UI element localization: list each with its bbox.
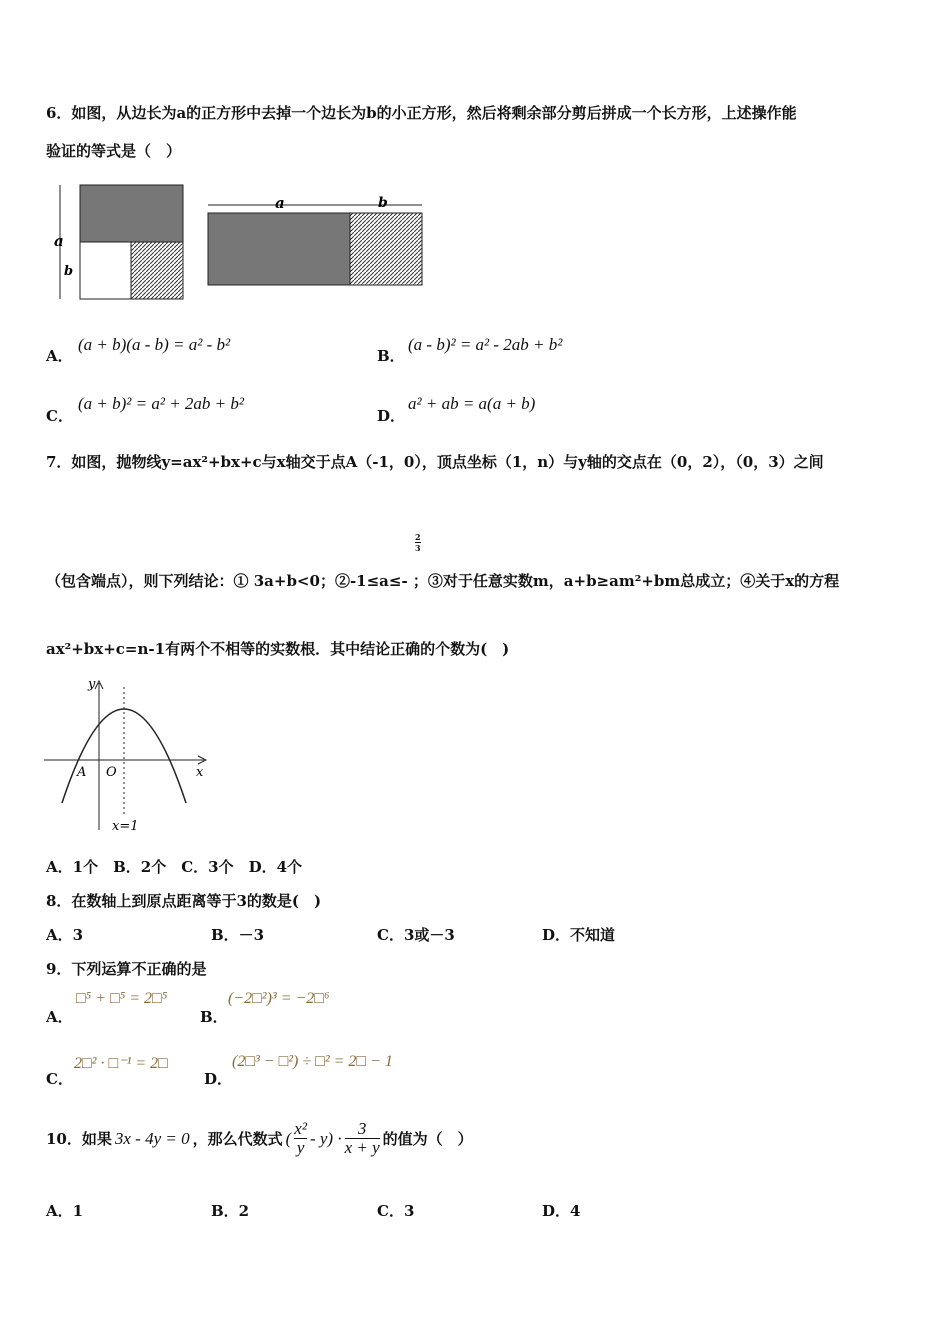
q6-stem-line2: 验证的等式是（ ）: [46, 142, 182, 160]
point-a-label: A: [77, 765, 87, 780]
q8-option-c: C．3或－3: [377, 926, 455, 944]
q6-stem-line1: 6．如图，从边长为a的正方形中去掉一个边长为b的小正方形，然后将剩余部分剪后拼成一个长方形，上述操作能: [46, 104, 797, 122]
q6-option-a: (a + b)(a - b) = a² - b²: [78, 335, 231, 354]
q10-prefix: 10．如果: [46, 1130, 112, 1148]
x-axis-label: x: [196, 765, 204, 780]
svg-text:b: b: [378, 195, 388, 211]
q6-option-c-label: C．: [46, 407, 73, 425]
q8-option-b: B．－3: [211, 926, 265, 944]
q8-option-a: A．3: [46, 926, 84, 944]
q6-option-c: (a + b)² = a² + 2ab + b²: [78, 394, 244, 413]
q9-option-b: (−2□²)³ = −2□⁶: [228, 990, 330, 1007]
q10-mid: ，那么代数式: [192, 1130, 283, 1148]
q9-option-c: 2□² · □⁻¹ = 2□: [74, 1055, 168, 1072]
q10-condition: 3x - 4y = 0: [114, 1128, 190, 1148]
q6-option-d: a² + ab = a(a + b): [408, 394, 536, 413]
q10-stem: [46, 1120, 473, 1157]
q10-expr-mid: - y) ·: [309, 1128, 342, 1148]
q10-fraction-2: $\frac{3}{x + y}$: [344, 1119, 380, 1157]
q6-option-a-label: A．: [46, 347, 73, 365]
q7-fraction: 2 3: [415, 532, 421, 553]
q9-option-d-label: D．: [204, 1070, 233, 1088]
q7-stem-line3: ax²+bx+c=n-1有两个不相等的实数根．其中结论正确的个数为( ): [46, 640, 510, 658]
q6-option-b-label: B．: [377, 347, 405, 365]
origin-label: O: [106, 765, 117, 780]
svg-text:a: a: [54, 232, 64, 250]
q8-stem: 8．在数轴上到原点距离等于3的数是( ): [46, 892, 322, 910]
q9-option-c-label: C．: [46, 1070, 73, 1088]
q7-options: A．1个 B．2个 C．3个 D．4个: [46, 858, 303, 876]
y-axis-label: y: [88, 677, 96, 692]
svg-text:a: a: [275, 194, 285, 212]
q10-option-c: C．3: [377, 1202, 415, 1220]
q10-suffix: 的值为（ ）: [382, 1130, 473, 1148]
q9-option-a-label: A．: [46, 1008, 73, 1026]
svg-text:b: b: [64, 264, 74, 279]
q10-paren: (: [285, 1128, 292, 1148]
q7-stem-line2: （包含端点），则下列结论：① 3a+b<0；②-1≤a≤- ；③对于任意实数m，a+b≥am²+bm总成立；④关于x的方程: [46, 572, 840, 590]
q9-option-b-label: B．: [200, 1008, 228, 1026]
q7-stem-line1: 7．如图，抛物线y=ax²+bx+c与x轴交于点A（-1，0），顶点坐标（1，n）与y轴的交点在（0，2），（0，3）之间: [46, 453, 824, 471]
q10-option-a: A．1: [46, 1202, 84, 1220]
q10-fraction-1: $\frac{\text{x²}}{y}$: [294, 1119, 307, 1157]
q9-option-a: □⁵ + □⁵ = 2□⁵: [76, 990, 168, 1007]
q7-parabola-figure: [44, 675, 209, 835]
q8-option-d: D．不知道: [542, 926, 616, 944]
q10-option-d: D．4: [542, 1202, 581, 1220]
q6-option-d-label: D．: [377, 407, 406, 425]
q10-option-b: B．2: [211, 1202, 250, 1220]
q9-stem: 9．下列运算不正确的是: [46, 960, 207, 978]
q9-option-d: (2□³ − □²) ÷ □² = 2□ − 1: [232, 1053, 393, 1070]
axis-of-symmetry-label: x=1: [112, 819, 139, 834]
q6-figure: [50, 180, 430, 305]
q6-option-b: (a - b)² = a² - 2ab + b²: [408, 335, 563, 354]
